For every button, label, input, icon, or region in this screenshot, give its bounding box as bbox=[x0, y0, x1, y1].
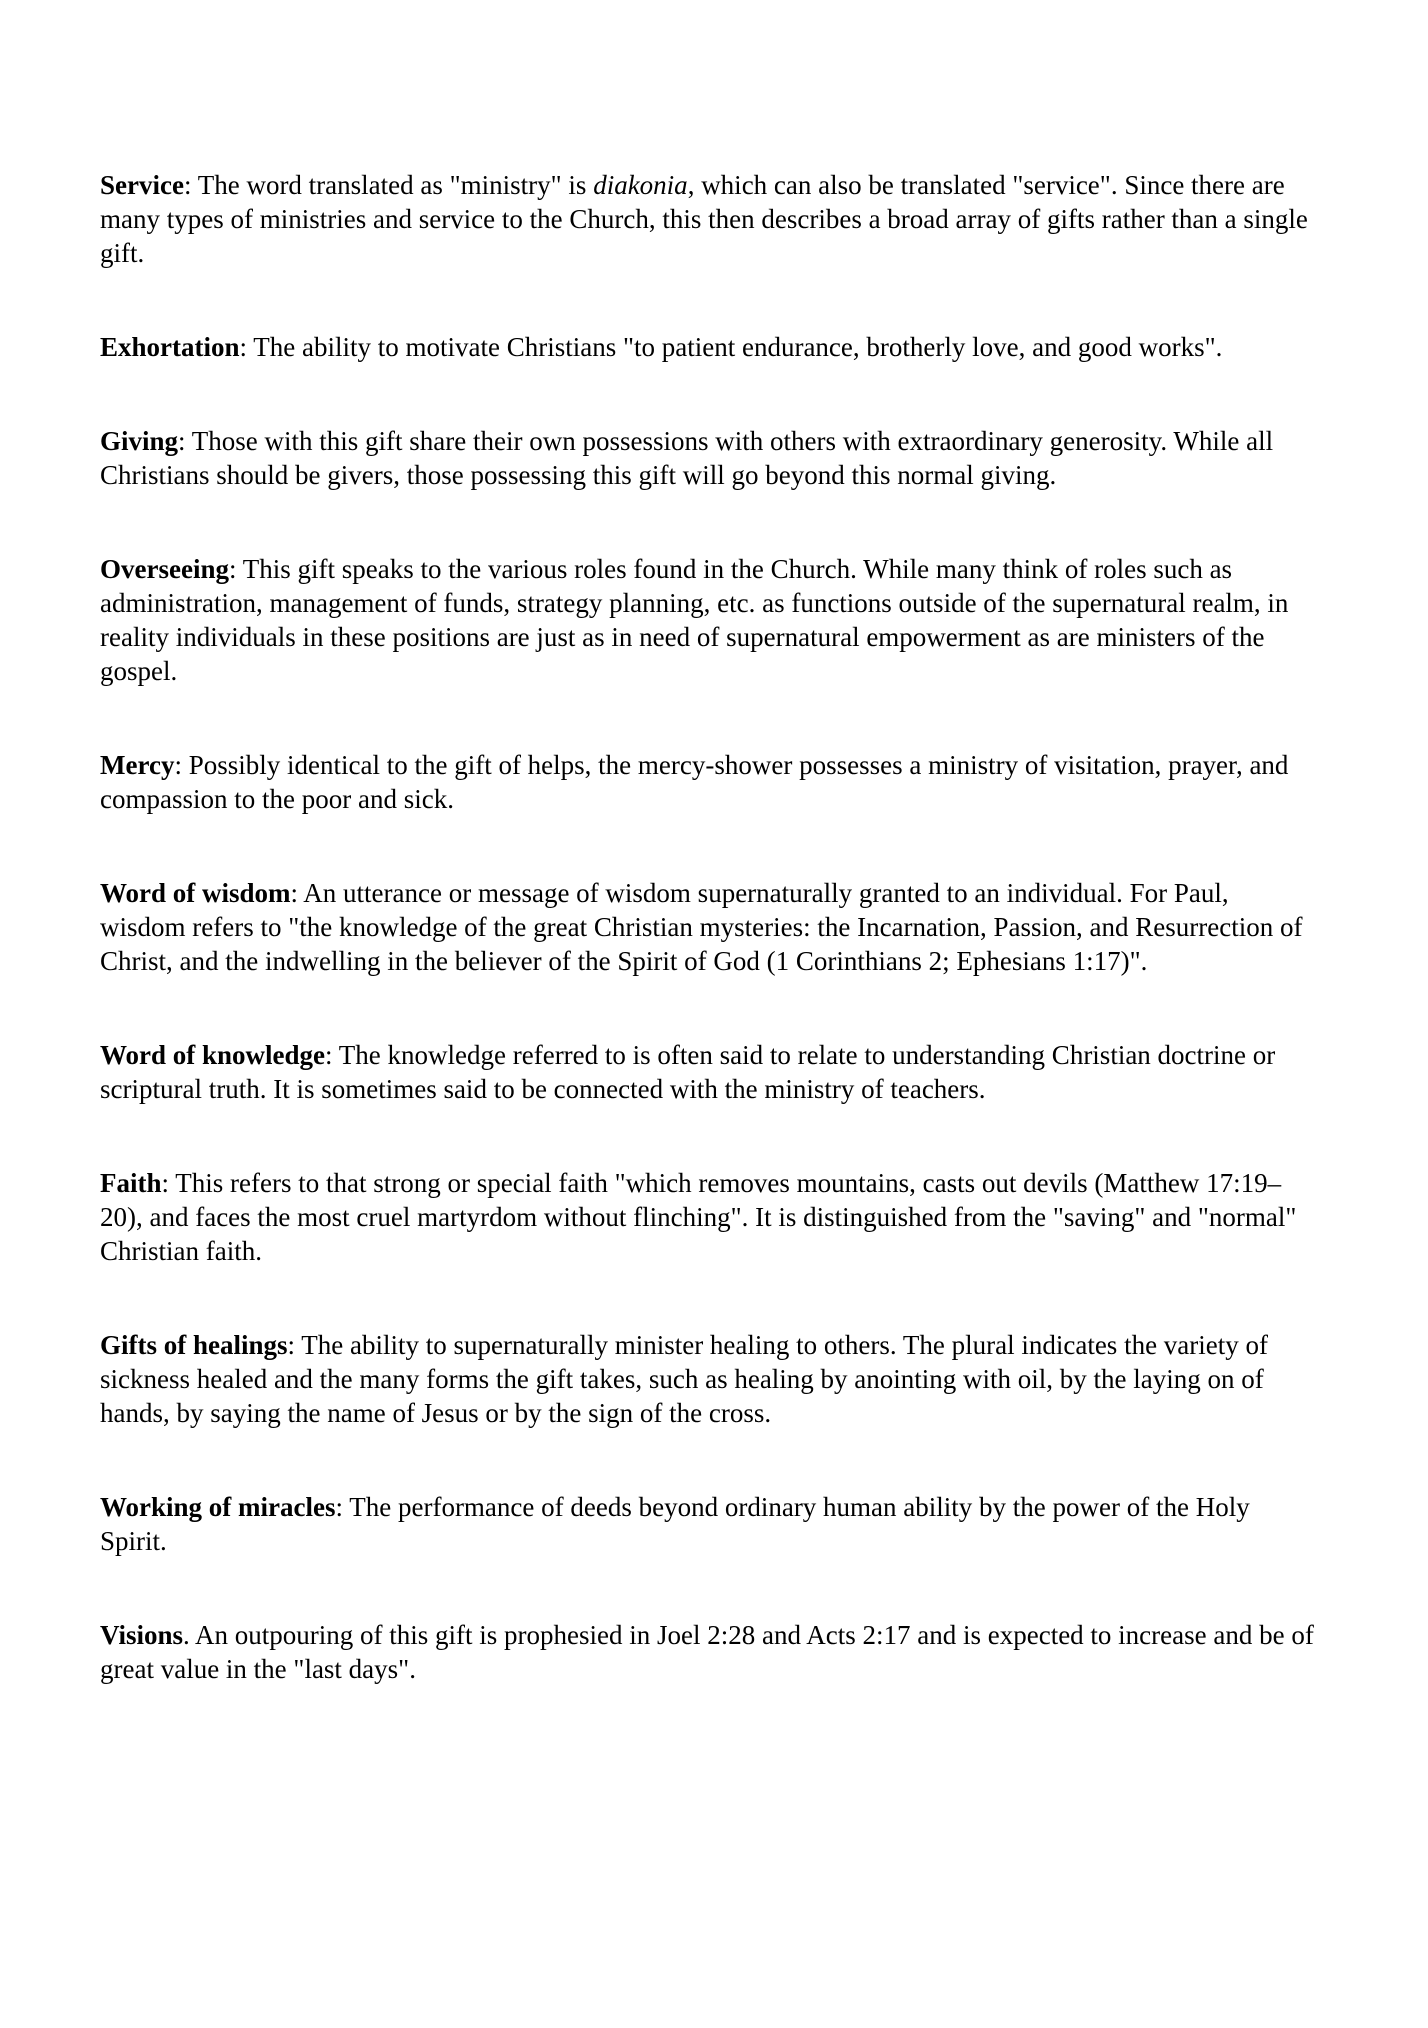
paragraph-gifts-of-healings bbox=[100, 1328, 1320, 1430]
paragraph-faith bbox=[100, 1166, 1320, 1268]
paragraph-working-of-miracles bbox=[100, 1490, 1320, 1558]
paragraph-text: The word translated as "ministry" is bbox=[197, 170, 594, 200]
term-separator: : bbox=[228, 554, 243, 584]
term-separator: : bbox=[183, 170, 198, 200]
paragraph-text: , which can also be translated "service". Since there are many types of ministries and service to the Church, this then describes a broad array of gifts rather than a single gift. bbox=[100, 170, 1308, 268]
term-separator: : bbox=[290, 878, 304, 908]
term-label: Faith bbox=[100, 1168, 162, 1198]
paragraph-text: An utterance or message of wisdom supernaturally granted to an individual. For Paul, wisdom refers to "the knowledge of the great Christian mysteries: the Incarnation, Passion, and Resurrection of Christ, and the indwelling in the believer of the Spirit of God (1 Corinthians 2; Ephesians 1:17)". bbox=[100, 878, 1303, 976]
paragraph-exhortation bbox=[100, 330, 1320, 364]
paragraph-text: This gift speaks to the various roles found in the Church. While many think of roles such as administration, management of funds, strategy planning, etc. as functions outside of the supernatural realm, in reality individuals in these positions are just as in need of supernatural empowerment as are ministers of the gospel. bbox=[100, 554, 1289, 686]
paragraph-text: The ability to supernaturally minister healing to others. The plural indicates the variety of sickness healed and the many forms the gift takes, such as healing by anointing with oil, by the laying on of hands, by saying the name of Jesus or by the sign of the cross. bbox=[100, 1330, 1269, 1428]
term-separator: : bbox=[239, 332, 254, 362]
document-body bbox=[100, 168, 1320, 1686]
term-label: Mercy bbox=[100, 750, 175, 780]
term-label: Visions bbox=[100, 1620, 184, 1650]
paragraph-text: This refers to that strong or special faith "which removes mountains, casts out devils (Matthew 17:19–20), and faces the most cruel martyrdom without flinching". It is distinguished from the "saving" and "normal" Christian faith. bbox=[100, 1168, 1297, 1266]
paragraph-service bbox=[100, 168, 1320, 270]
term-label: Exhortation bbox=[100, 332, 240, 362]
term-label: Giving bbox=[100, 426, 179, 456]
italic-text: diakonia bbox=[593, 170, 688, 200]
term-separator: : bbox=[287, 1330, 302, 1360]
term-label: Gifts of healings bbox=[100, 1330, 288, 1360]
paragraph-text: Those with this gift share their own possessions with others with extraordinary generosity. While all Christians should be givers, those possessing this gift will go beyond this normal giving. bbox=[100, 426, 1274, 490]
paragraph-overseeing bbox=[100, 552, 1320, 688]
paragraph-text: The knowledge referred to is often said to relate to understanding Christian doctrine or scriptural truth. It is sometimes said to be connected with the ministry of teachers. bbox=[100, 1040, 1276, 1104]
term-label: Word of wisdom bbox=[100, 878, 291, 908]
paragraph-text: The ability to motivate Christians "to patient endurance, brotherly love, and good works". bbox=[253, 332, 1223, 362]
term-label: Word of knowledge bbox=[100, 1040, 326, 1070]
paragraph-word-of-wisdom bbox=[100, 876, 1320, 978]
term-separator: . bbox=[183, 1620, 196, 1650]
paragraph-visions bbox=[100, 1618, 1320, 1686]
term-separator: : bbox=[174, 750, 189, 780]
paragraph-word-of-knowledge bbox=[100, 1038, 1320, 1106]
term-separator: : bbox=[161, 1168, 176, 1198]
paragraph-mercy bbox=[100, 748, 1320, 816]
paragraph-text: Possibly identical to the gift of helps, the mercy-shower possesses a ministry of visitation, prayer, and compassion to the poor and sick. bbox=[100, 750, 1289, 814]
term-separator: : bbox=[335, 1492, 350, 1522]
term-label: Overseeing bbox=[100, 554, 229, 584]
paragraph-giving bbox=[100, 424, 1320, 492]
paragraph-text: An outpouring of this gift is prophesied in Joel 2:28 and Acts 2:17 and is expected to increase and be of great value in the "last days". bbox=[100, 1620, 1314, 1684]
term-separator: : bbox=[325, 1040, 339, 1070]
term-separator: : bbox=[178, 426, 192, 456]
paragraph-text: The performance of deeds beyond ordinary human ability by the power of the Holy Spirit. bbox=[100, 1492, 1250, 1556]
term-label: Working of miracles bbox=[100, 1492, 336, 1522]
term-label: Service bbox=[100, 170, 184, 200]
